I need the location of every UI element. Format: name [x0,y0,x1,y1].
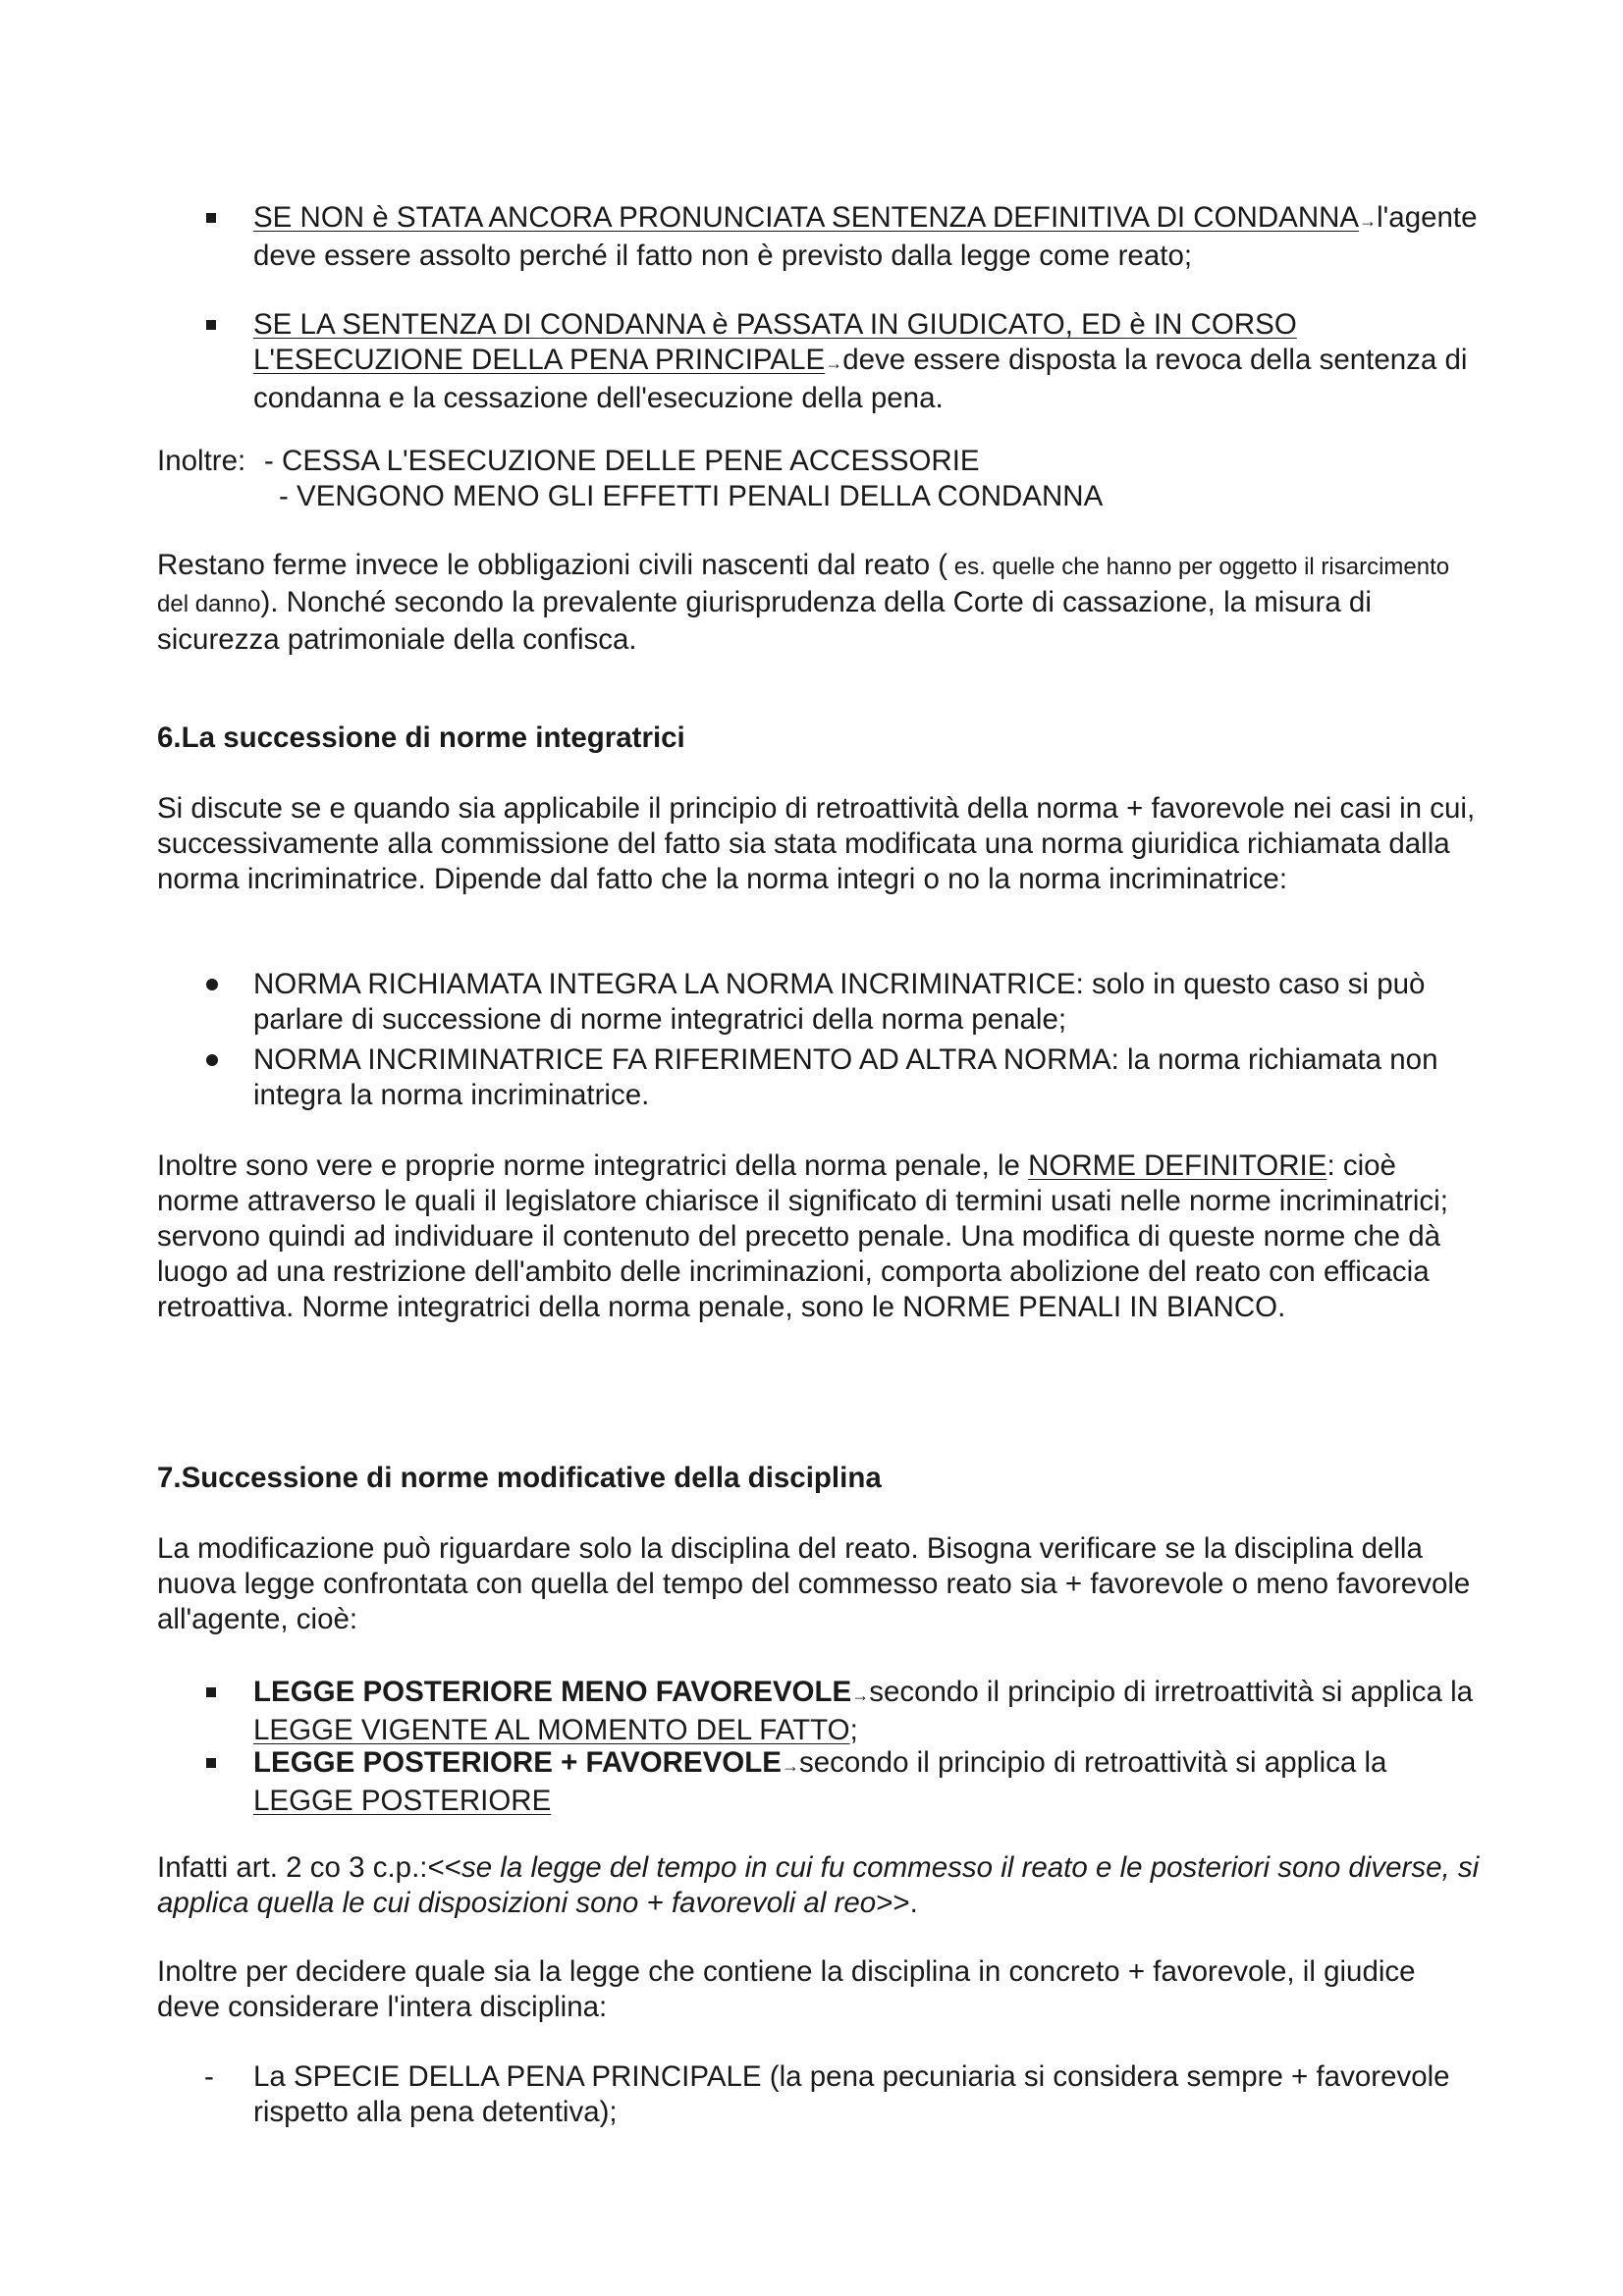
restano-text-2: ). Nonché secondo la prevalente giurisprudenza della Corte di cassazione, la misura di sicurezza patrimoniale della confisca. [157,586,1372,656]
arrow-icon: → [781,1756,799,1776]
list-item [253,1675,1481,1748]
section-7-intro: La modificazione può riguardare solo la disciplina del reato. Bisogna verificare se la disciplina della nuova legge confrontata con quella del tempo del commesso reato sia + favorevole o meno favorevole all'agente, cioè: [157,1532,1471,1635]
section-6-heading: 6.La successione di norme integratrici [157,721,685,754]
bullet-square-icon [206,307,236,330]
quote-prefix: Infatti art. 2 co 3 c.p.:<< [157,1851,461,1884]
list-item-underlined: SE LA SENTENZA DI CONDANNA è PASSATA IN GIUDICATO, ED è IN CORSO L'ESECUZIONE DELLA PENA PRINCIPALE [253,308,1297,376]
restano-text-1: Restano ferme invece le obbligazioni civili nascenti dal reato ( [157,549,948,581]
list-item: NORMA INCRIMINATRICE FA RIFERIMENTO AD ALTRA NORMA: la norma richiamata non integra la norma incriminatrice. [253,1043,1438,1111]
list-item [253,1745,1481,1819]
list-item-text: secondo il principio di irretroattività si applica la [869,1676,1474,1708]
article-quote-paragraph [157,1850,1483,1921]
para-text-after: : cioè norme attraverso le quali il legislatore chiarisce il significato di termini usati nelle norme incriminatrici; servono quindi ad individuare il contenuto del precetto penale. Una modifica di queste norme che dà luogo ad una restrizione dell'ambito delle incriminazioni, comporta abolizione del reato con efficacia retroattiva. Norme integratrici della norma penale, sono le NORME PENALI IN BIANCO. [157,1149,1448,1323]
bullet-dot-icon [206,967,236,990]
list-item: NORMA RICHIAMATA INTEGRA LA NORMA INCRIMINATRICE: solo in questo caso si può parlare di successione di norme integratrici della norma penale; [253,968,1426,1036]
quote-suffix: >>. [876,1887,918,1919]
inoltre-label: Inoltre: [157,445,246,477]
inoltre-block [157,444,1483,514]
list-item-underlined: SE NON è STATA ANCORA PRONUNCIATA SENTENZA DEFINITIVA DI CONDANNA [253,201,1360,234]
para-text-before: Inoltre sono vere e proprie norme integratrici della norma penale, le [157,1149,1029,1182]
section-7-heading: 7.Successione di norme modificative della disciplina [157,1462,882,1494]
list-item [253,307,1481,416]
list-item-text: deve essere disposta la revoca della sentenza di condanna e la cessazione dell'esecuzione della pena. [253,344,1468,414]
list-item [253,200,1481,274]
restano-small-text: es. quelle che hanno per oggetto il risarcimento del danno [157,554,1450,617]
quote-italic-text: se la legge del tempo in cui fu commesso il reato e le posteriori sono diverse, si applica quella le cui disposizioni sono + favorevoli al reo [157,1851,1480,1919]
list-item: La SPECIE DELLA PENA PRINCIPALE (la pena pecuniaria si considera sempre + favorevole rispetto alla pena detentiva); [253,2060,1450,2128]
bullet-square-icon [206,1745,236,1768]
arrow-icon: → [851,1685,870,1705]
inoltre-line-2: - VENGONO MENO GLI EFFETTI PENALI DELLA CONDANNA [279,480,1104,512]
bullet-dot-icon [206,1042,236,1066]
inoltre-line-1: - CESSA L'ESECUZIONE DELLE PENE ACCESSORIE [264,445,980,477]
dash-bullet: - [204,2060,214,2093]
para-underlined-term: NORME DEFINITORIE [1028,1149,1327,1182]
list-item-text: l'agente deve essere assolto perché il fatto non è previsto dalla legge come reato; [253,201,1478,272]
section-7-paragraph-2: Inoltre per decidere quale sia la legge che contiene la disciplina in concreto + favorevole, il giudice deve considerare l'intera disciplina: [157,1955,1416,2023]
list-item-underlined: LEGGE POSTERIORE [253,1785,552,1817]
list-item-underlined: LEGGE VIGENTE AL MOMENTO DEL FATTO [253,1714,850,1746]
arrow-icon: → [1359,211,1378,231]
bullet-square-icon [206,1675,236,1697]
list-item-text: secondo il principio di retroattività si applica la [798,1746,1387,1779]
norme-definitorie-paragraph [157,1148,1483,1325]
arrow-icon: → [825,353,843,373]
section-6-intro: Si discute se e quando sia applicabile il principio di retroattività della norma + favorevole nei casi in cui, successivamente alla commissione del fatto sia stata modificata una norma giuridica richiamata dalla norma incriminatrice. Dipende dal fatto che la norma integri o no la norma incriminatrice: [157,792,1476,895]
list-item-bold: LEGGE POSTERIORE + FAVOREVOLE [253,1746,782,1779]
bullet-square-icon [206,200,236,223]
list-item-bold: LEGGE POSTERIORE MENO FAVOREVOLE [253,1676,852,1708]
list-item-end: ; [849,1714,858,1746]
restano-paragraph [157,548,1483,658]
